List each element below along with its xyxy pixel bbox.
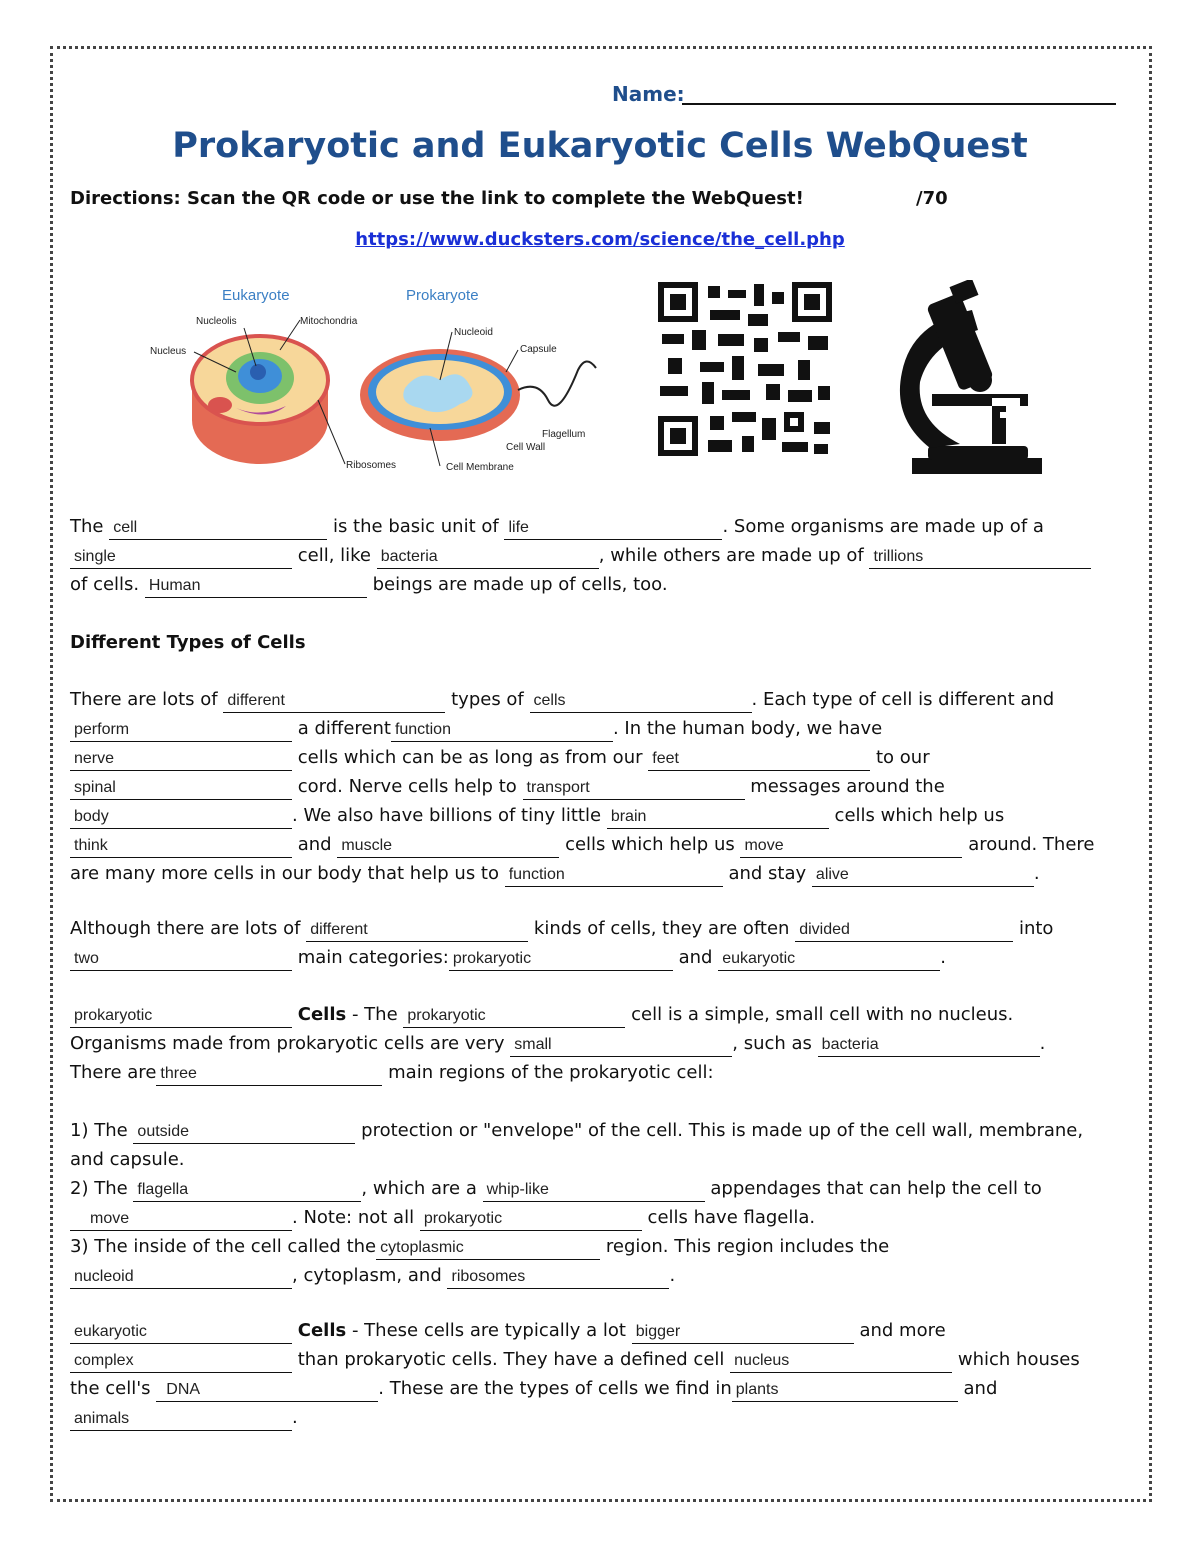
answer-blank[interactable]: small bbox=[510, 1035, 732, 1057]
answer-blank[interactable]: move bbox=[740, 836, 962, 858]
answer-blank[interactable]: spinal bbox=[70, 778, 292, 800]
answer-blank[interactable]: bacteria bbox=[818, 1035, 1040, 1057]
qr-code bbox=[658, 282, 832, 456]
name-label: Name: bbox=[612, 82, 685, 106]
paragraph-categories: Although there are lots of different kinds of cells, they are often divided into two main categories: prokaryotic and eukaryotic . bbox=[70, 914, 1140, 972]
answer-blank[interactable]: prokaryotic bbox=[449, 949, 673, 971]
answer-blank[interactable]: life bbox=[504, 518, 722, 540]
label-nucleoid: Nucleoid bbox=[454, 327, 493, 338]
answer-blank[interactable]: single bbox=[70, 547, 292, 569]
answer-blank[interactable]: animals bbox=[70, 1409, 292, 1431]
label-flagellum: Flagellum bbox=[542, 429, 586, 440]
answer-blank[interactable]: DNA bbox=[156, 1380, 378, 1402]
name-field[interactable] bbox=[682, 103, 1116, 105]
answer-blank[interactable]: cell bbox=[109, 518, 327, 540]
answer-blank[interactable]: eukaryotic bbox=[70, 1322, 292, 1344]
answer-blank[interactable]: prokaryotic bbox=[70, 1006, 292, 1028]
euk-title: Eukaryote bbox=[222, 287, 290, 304]
answer-blank[interactable]: flagella bbox=[133, 1180, 361, 1202]
score: /70 bbox=[916, 188, 948, 209]
answer-blank[interactable]: prokaryotic bbox=[420, 1209, 642, 1231]
paragraph-intro: The cell is the basic unit of life . Some organisms are made up of a single cell, like bacteria , while others are made up of trillions of cells. Human beings are made up of cells, too. bbox=[70, 512, 1140, 599]
paragraph-eukaryotic: eukaryotic Cells - These cells are typically a lot bigger and more complex than prokaryotic cells. They have a defined cell nucleus which houses the cell's DNA . These are the types of cells we find in plants and animals . bbox=[70, 1316, 1140, 1432]
answer-blank[interactable]: muscle bbox=[337, 836, 559, 858]
directions: Directions: Scan the QR code or use the link to complete the WebQuest! bbox=[70, 188, 804, 209]
label-mitochondria: Mitochondria bbox=[300, 316, 358, 327]
paragraph-types: There are lots of different types of cells . Each type of cell is different and perform a different function . In the human body, we have nerve cells which can be as long as from our feet to our spinal cord. Nerve cells help to transport messages around the body . We also have billions of tiny little brain cells which help us think and muscle cells which help us move around. There are many more cells in our body that help us to function and stay alive . bbox=[70, 685, 1140, 888]
illustrations bbox=[140, 280, 1060, 480]
label-capsule: Capsule bbox=[520, 344, 557, 355]
answer-blank[interactable]: prokaryotic bbox=[403, 1006, 625, 1028]
answer-blank[interactable]: cells bbox=[530, 691, 752, 713]
page-title: Prokaryotic and Eukaryotic Cells WebQuest bbox=[172, 126, 1028, 166]
answer-blank[interactable]: different bbox=[306, 920, 528, 942]
webquest-link[interactable]: https://www.ducksters.com/science/the_cell.php bbox=[355, 229, 845, 250]
eukaryote-diagram bbox=[150, 287, 396, 471]
answer-blank[interactable]: alive bbox=[812, 865, 1034, 887]
answer-blank[interactable]: function bbox=[391, 720, 613, 742]
answer-blank[interactable]: move bbox=[70, 1209, 292, 1231]
label-ribosomes: Ribosomes bbox=[346, 460, 397, 471]
answer-blank[interactable]: bacteria bbox=[377, 547, 599, 569]
answer-blank[interactable]: feet bbox=[648, 749, 870, 771]
answer-blank[interactable]: nerve bbox=[70, 749, 292, 771]
section-heading: Different Types of Cells bbox=[70, 632, 306, 653]
answer-blank[interactable]: trillions bbox=[869, 547, 1091, 569]
answer-blank[interactable]: two bbox=[70, 949, 292, 971]
answer-blank[interactable]: ribosomes bbox=[447, 1267, 669, 1289]
answer-blank[interactable]: plants bbox=[732, 1380, 958, 1402]
answer-blank[interactable]: three bbox=[156, 1064, 382, 1086]
microscope-icon bbox=[900, 280, 1042, 474]
label-nucleus: Nucleus bbox=[150, 346, 187, 357]
pro-title: Prokaryote bbox=[406, 287, 479, 304]
answer-blank[interactable]: nucleus bbox=[730, 1351, 952, 1373]
paragraph-prokaryotic: prokaryotic Cells - The prokaryotic cell is a simple, small cell with no nucleus. Organisms made from prokaryotic cells are very small , such as bacteria . There are three main regions of the prokaryotic cell: bbox=[70, 1000, 1140, 1087]
answer-blank[interactable]: brain bbox=[607, 807, 829, 829]
answer-blank[interactable]: complex bbox=[70, 1351, 292, 1373]
answer-blank[interactable]: Human bbox=[145, 576, 367, 598]
answer-blank[interactable]: different bbox=[223, 691, 445, 713]
prokaryote-diagram bbox=[360, 287, 596, 473]
answer-blank[interactable]: body bbox=[70, 807, 292, 829]
answer-blank[interactable]: transport bbox=[523, 778, 745, 800]
answer-blank[interactable]: cytoplasmic bbox=[376, 1238, 600, 1260]
answer-blank[interactable]: outside bbox=[133, 1122, 355, 1144]
answer-blank[interactable]: function bbox=[505, 865, 723, 887]
label-cell-membrane: Cell Membrane bbox=[446, 462, 514, 473]
answer-blank[interactable]: divided bbox=[795, 920, 1013, 942]
label-nucleolis: Nucleolis bbox=[196, 316, 237, 327]
paragraph-regions: 1) The outside protection or "envelope" of the cell. This is made up of the cell wall, membrane, and capsule. 2) The flagella , which are a whip-like appendages that can help the cell to move . Note: not all prokaryotic cells have flagella. 3) The inside of the cell called the cytoplasmic region. This region includes the nucleoid , cytoplasm, and ribosomes . bbox=[70, 1116, 1140, 1290]
answer-blank[interactable]: think bbox=[70, 836, 292, 858]
answer-blank[interactable]: perform bbox=[70, 720, 292, 742]
answer-blank[interactable]: nucleoid bbox=[70, 1267, 292, 1289]
answer-blank[interactable]: whip-like bbox=[483, 1180, 705, 1202]
answer-blank[interactable]: eukaryotic bbox=[718, 949, 940, 971]
label-cell-wall: Cell Wall bbox=[506, 442, 546, 453]
answer-blank[interactable]: bigger bbox=[632, 1322, 854, 1344]
